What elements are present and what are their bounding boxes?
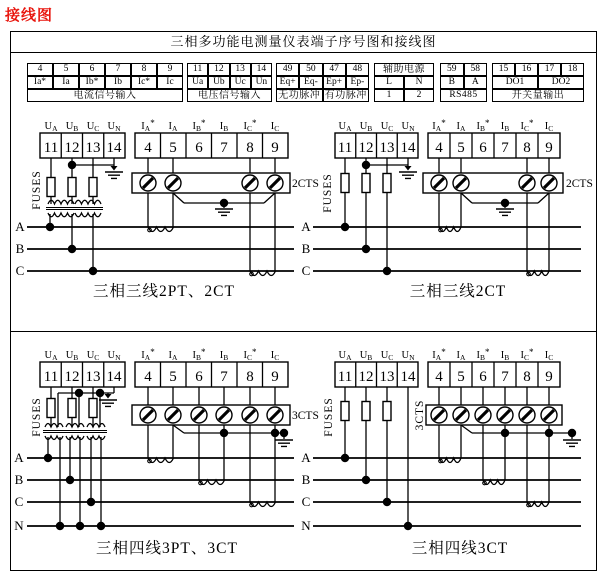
current-terminal-label: IB* bbox=[476, 118, 490, 133]
earth-icon bbox=[563, 440, 581, 446]
fuse-icon bbox=[383, 174, 391, 193]
current-terminal-label: IB* bbox=[476, 347, 490, 362]
terminal-number: 4 bbox=[435, 140, 443, 156]
terminal-number: 5 bbox=[169, 140, 177, 156]
current-terminal-label: IC bbox=[544, 121, 554, 133]
fuse-icon bbox=[383, 402, 391, 421]
earth-icon bbox=[111, 166, 118, 171]
voltage-terminal-block bbox=[40, 362, 125, 387]
current-terminal-label: IB* bbox=[192, 118, 206, 133]
current-terminal-block bbox=[135, 362, 288, 387]
current-terminal-block bbox=[428, 362, 560, 387]
fuse-icon bbox=[362, 402, 370, 421]
junction-dot bbox=[341, 454, 349, 462]
cts-label: 3CTS bbox=[292, 410, 319, 422]
diagram-title: 三相多功能电测量仪表端子序号图和接线图 bbox=[11, 32, 596, 53]
junction-dot bbox=[220, 429, 228, 437]
strip-rs485-caption: RS485 bbox=[440, 89, 487, 102]
earth-icon bbox=[275, 440, 293, 446]
screw-terminal-icon bbox=[453, 407, 469, 423]
screw-terminal-icon bbox=[475, 407, 491, 423]
terminal-label: Eq- bbox=[299, 76, 322, 89]
screw-terminal-icon bbox=[242, 175, 258, 191]
bus-label: N bbox=[14, 518, 24, 533]
terminal-number: 11 bbox=[187, 63, 208, 76]
terminal-number: 12 bbox=[64, 369, 80, 385]
diagram-caption: 三相三线2PT、2CT bbox=[93, 283, 235, 300]
terminal-number: 48 bbox=[346, 63, 369, 76]
fuse-icon bbox=[89, 399, 97, 418]
voltage-terminal-label: UN bbox=[107, 350, 121, 362]
current-terminal-label: IC* bbox=[243, 347, 257, 362]
terminal-number: 6 bbox=[479, 369, 487, 385]
current-terminal-label: IA* bbox=[432, 347, 446, 362]
strip-voltage-signal bbox=[187, 63, 272, 102]
voltage-wiring bbox=[341, 158, 417, 271]
junction-dot bbox=[362, 476, 370, 484]
strip-digital-out bbox=[492, 63, 584, 102]
current-terminal-label: IB* bbox=[192, 347, 206, 362]
earth-icon bbox=[105, 394, 112, 399]
terminal-label: N bbox=[404, 76, 434, 89]
voltage-terminal-label: UN bbox=[401, 350, 415, 362]
terminal-label: Ic* bbox=[131, 76, 157, 89]
junction-dot bbox=[75, 389, 83, 397]
fuse-icon bbox=[341, 402, 349, 421]
voltage-wiring bbox=[47, 158, 123, 204]
diagram-3p4w-3pt3ct bbox=[12, 335, 319, 568]
terminal-number: 12 bbox=[358, 140, 374, 156]
terminal-number: 8 bbox=[246, 369, 254, 385]
terminal-number: 5 bbox=[169, 369, 177, 385]
junction-dot bbox=[383, 498, 391, 506]
terminal-label: L bbox=[374, 76, 404, 89]
voltage-wiring bbox=[341, 387, 408, 526]
terminal-number: 18 bbox=[561, 63, 584, 76]
screw-terminal-icon bbox=[541, 175, 557, 191]
bus-label: A bbox=[301, 450, 311, 465]
terminal-number: 7 bbox=[501, 369, 509, 385]
terminal-number: 1 bbox=[374, 89, 404, 102]
strip-rs485 bbox=[440, 63, 487, 102]
strip-current-numbers bbox=[27, 63, 183, 76]
fuses-label: FUSES bbox=[322, 173, 334, 213]
junction-dot bbox=[362, 245, 370, 253]
diagram-caption: 三相三线2CT bbox=[409, 283, 507, 300]
terminal-number: 6 bbox=[479, 140, 487, 156]
terminal-number: 14 bbox=[106, 140, 122, 156]
terminal-number: 11 bbox=[337, 140, 353, 156]
cts-label: 2CTS bbox=[292, 178, 319, 190]
screw-terminal-icon bbox=[165, 175, 181, 191]
terminal-label: Ic bbox=[157, 76, 183, 89]
strip-aux-power bbox=[374, 63, 434, 102]
current-terminal-label: IC bbox=[270, 121, 280, 133]
current-terminal-label: IC* bbox=[243, 118, 257, 133]
page-title: 接线图 bbox=[5, 7, 54, 24]
bus-label: A bbox=[15, 219, 25, 234]
terminal-number: 58 bbox=[464, 63, 488, 76]
current-terminal-label: IA* bbox=[141, 347, 155, 362]
current-terminal-block bbox=[428, 133, 560, 158]
fuse-icon bbox=[47, 178, 55, 197]
fuse-icon bbox=[68, 399, 76, 418]
screw-terminal-icon bbox=[431, 407, 447, 423]
current-terminal-label: IB bbox=[500, 121, 510, 133]
current-terminal-label: IB bbox=[500, 350, 510, 362]
terminal-number: 2 bbox=[404, 89, 434, 102]
screw-terminal-icon bbox=[541, 407, 557, 423]
earth-icon bbox=[99, 400, 117, 406]
junction-dot bbox=[383, 267, 391, 275]
junction-dot bbox=[46, 223, 54, 231]
terminal-number: 13 bbox=[85, 140, 101, 156]
current-terminal-label: IA bbox=[456, 350, 466, 362]
terminal-label: Ep- bbox=[346, 76, 369, 89]
bus-label: C bbox=[15, 263, 25, 278]
terminal-number: 11 bbox=[43, 140, 59, 156]
pt-transformer-icon bbox=[43, 424, 107, 527]
terminal-number: 17 bbox=[538, 63, 561, 76]
voltage-terminal-label: UB bbox=[359, 121, 373, 133]
fuses-label: FUSES bbox=[323, 397, 335, 437]
terminal-number: 5 bbox=[457, 140, 465, 156]
current-terminal-label: IA bbox=[456, 121, 466, 133]
current-terminal-label: IA bbox=[168, 350, 178, 362]
screw-terminal-icon bbox=[242, 407, 258, 423]
terminal-group-label: DO2 bbox=[538, 76, 584, 89]
strip-voltage-caption: 电压信号输入 bbox=[187, 89, 272, 102]
voltage-terminal-label: UN bbox=[401, 121, 415, 133]
diagram-3p4w-3ct bbox=[300, 335, 590, 568]
bus-label: C bbox=[301, 263, 311, 278]
junction-dot bbox=[76, 522, 84, 530]
junction-dot bbox=[545, 429, 553, 437]
strip-current-caption: 电流信号输入 bbox=[27, 89, 183, 102]
terminal-label: Ub bbox=[208, 76, 229, 89]
terminal-number: 9 bbox=[157, 63, 183, 76]
screw-termin al-icon bbox=[519, 407, 535, 423]
terminal-number: 13 bbox=[85, 369, 101, 385]
terminal-number: 12 bbox=[64, 140, 80, 156]
terminal-number: 7 bbox=[501, 140, 509, 156]
screw-terminal-icon bbox=[140, 175, 156, 191]
current-wiring bbox=[426, 387, 581, 507]
diagram-caption: 三相四线3CT bbox=[411, 540, 509, 557]
voltage-terminal-block bbox=[335, 133, 418, 158]
junction-dot bbox=[341, 223, 349, 231]
junction-dot bbox=[362, 161, 370, 169]
junction-dot bbox=[56, 522, 64, 530]
terminal-label: Ua bbox=[187, 76, 208, 89]
fuse-icon bbox=[68, 178, 76, 197]
current-terminal-label: IC* bbox=[520, 347, 534, 362]
terminal-number: 9 bbox=[545, 140, 553, 156]
half-divider-line bbox=[10, 331, 597, 332]
bus-label: A bbox=[301, 219, 311, 234]
terminal-number: 4 bbox=[27, 63, 53, 76]
screw-terminal-icon bbox=[267, 175, 283, 191]
junction-dot bbox=[271, 429, 279, 437]
strip-aux-title: 辅助电源 bbox=[374, 63, 434, 76]
fuse-icon bbox=[362, 174, 370, 193]
voltage-terminal-label: UC bbox=[380, 121, 394, 133]
bus-label: A bbox=[14, 450, 24, 465]
current-terminal-label: IA bbox=[168, 121, 178, 133]
bus-label: B bbox=[301, 241, 311, 256]
voltage-terminal-label: UB bbox=[359, 350, 373, 362]
bus-lines bbox=[15, 219, 294, 278]
bus-label: B bbox=[14, 472, 24, 487]
fuse-icon bbox=[47, 399, 55, 418]
current-terminal-label: IA* bbox=[141, 118, 155, 133]
junction-dot bbox=[44, 454, 52, 462]
terminal-number: 11 bbox=[337, 369, 353, 385]
terminal-number: 59 bbox=[440, 63, 464, 76]
terminal-number: 7 bbox=[105, 63, 131, 76]
earth-icon bbox=[105, 172, 123, 178]
fuses-label: FUSES bbox=[31, 170, 43, 210]
diagram-caption: 三相四线3PT、3CT bbox=[96, 540, 238, 557]
terminal-group-label: DO1 bbox=[492, 76, 538, 89]
strip-current-labels bbox=[27, 76, 183, 89]
fuse-icon bbox=[89, 178, 97, 197]
bus-label: C bbox=[301, 494, 311, 509]
strip-pulse-caption-active: 有功脉冲 bbox=[323, 89, 370, 102]
terminal-number: 15 bbox=[492, 63, 515, 76]
terminal-number: 6 bbox=[195, 140, 203, 156]
current-terminal-label: IC bbox=[544, 350, 554, 362]
current-wiring bbox=[132, 158, 290, 276]
cts-label: 2CTS bbox=[566, 178, 593, 190]
voltage-terminal-label: UA bbox=[44, 350, 58, 362]
terminal-number: 6 bbox=[79, 63, 105, 76]
terminal-number: 11 bbox=[43, 369, 59, 385]
earth-icon bbox=[215, 209, 233, 215]
terminal-number: 14 bbox=[400, 369, 416, 385]
voltage-terminal-label: UB bbox=[65, 350, 79, 362]
screw-terminal-icon bbox=[267, 407, 283, 423]
voltage-wiring bbox=[47, 387, 117, 427]
terminal-label: Uc bbox=[230, 76, 251, 89]
screw-terminal-icon bbox=[453, 175, 469, 191]
screw-terminal-icon bbox=[191, 407, 207, 423]
voltage-terminal-label: UC bbox=[86, 121, 100, 133]
screw-terminal-icon bbox=[431, 175, 447, 191]
earth-icon bbox=[405, 166, 412, 171]
voltage-terminal-block bbox=[40, 133, 125, 158]
junction-dot bbox=[97, 522, 105, 530]
earth-icon bbox=[496, 209, 514, 215]
junction-dot bbox=[89, 267, 97, 275]
screw-terminal-icon bbox=[497, 407, 513, 423]
terminal-label: A bbox=[464, 76, 488, 89]
junction-dot bbox=[68, 161, 76, 169]
terminal-label: Ep+ bbox=[323, 76, 346, 89]
bus-label: B bbox=[15, 241, 25, 256]
cts-label: 3CTS bbox=[414, 399, 426, 431]
current-terminal-label: IC bbox=[270, 350, 280, 362]
voltage-terminal-label: UA bbox=[44, 121, 58, 133]
current-terminal-label: IC* bbox=[520, 118, 534, 133]
junction-dot bbox=[501, 429, 509, 437]
current-terminal-label: IB bbox=[219, 121, 229, 133]
terminal-number: 9 bbox=[271, 369, 279, 385]
pt-transformer-icon bbox=[46, 200, 103, 271]
terminal-number: 4 bbox=[144, 140, 152, 156]
fuses-label: FUSES bbox=[31, 397, 43, 437]
terminal-number: 49 bbox=[276, 63, 299, 76]
voltage-terminal-label: UC bbox=[86, 350, 100, 362]
terminal-number: 4 bbox=[144, 369, 152, 385]
terminal-number: 47 bbox=[323, 63, 346, 76]
terminal-number: 8 bbox=[131, 63, 157, 76]
terminal-number: 6 bbox=[195, 369, 203, 385]
diagram-3p3w-2ct bbox=[300, 115, 593, 330]
screw-terminal-icon bbox=[519, 175, 535, 191]
terminal-number: 8 bbox=[523, 140, 531, 156]
voltage-terminal-label: UA bbox=[338, 121, 352, 133]
bus-label: C bbox=[14, 494, 24, 509]
junction-dot bbox=[66, 476, 74, 484]
terminal-number: 5 bbox=[53, 63, 79, 76]
screw-terminal-icon bbox=[165, 407, 181, 423]
strip-dout-caption: 开关量输出 bbox=[492, 89, 584, 102]
terminal-label: Ia bbox=[53, 76, 79, 89]
current-terminal-label: IA* bbox=[432, 118, 446, 133]
bus-label: N bbox=[301, 518, 311, 533]
junction-dot bbox=[96, 389, 104, 397]
voltage-terminal-label: UN bbox=[107, 121, 121, 133]
strip-current-signal bbox=[27, 63, 183, 102]
current-terminal-block bbox=[135, 133, 288, 158]
terminal-number: 5 bbox=[457, 369, 465, 385]
terminal-number: 9 bbox=[545, 369, 553, 385]
bus-label: B bbox=[301, 472, 311, 487]
current-wiring bbox=[423, 158, 563, 276]
terminal-number: 14 bbox=[400, 140, 416, 156]
terminal-label: B bbox=[440, 76, 464, 89]
terminal-number: 12 bbox=[358, 369, 374, 385]
voltage-terminal-label: UC bbox=[380, 350, 394, 362]
voltage-terminal-label: UA bbox=[338, 350, 352, 362]
bus-lines bbox=[14, 450, 294, 533]
terminal-number: 9 bbox=[271, 140, 279, 156]
terminal-number: 12 bbox=[208, 63, 229, 76]
strip-pulse-caption-reactive: 无功脉冲 bbox=[276, 89, 323, 102]
terminal-label: Un bbox=[251, 76, 272, 89]
junction-dot bbox=[404, 522, 412, 530]
terminal-number: 7 bbox=[220, 369, 228, 385]
terminal-label: Ib* bbox=[79, 76, 105, 89]
terminal-label: Ib bbox=[105, 76, 131, 89]
strip-energy-pulse bbox=[276, 63, 369, 102]
terminal-number: 13 bbox=[379, 369, 395, 385]
terminal-number: 16 bbox=[515, 63, 538, 76]
terminal-number: 14 bbox=[251, 63, 272, 76]
terminal-label: Ia* bbox=[27, 76, 53, 89]
terminal-number: 50 bbox=[299, 63, 322, 76]
terminal-number: 13 bbox=[379, 140, 395, 156]
terminal-number: 14 bbox=[106, 369, 122, 385]
terminal-number: 8 bbox=[523, 369, 531, 385]
terminal-number: 8 bbox=[246, 140, 254, 156]
terminal-label: Eq+ bbox=[276, 76, 299, 89]
terminal-number: 4 bbox=[435, 369, 443, 385]
terminal-number: 13 bbox=[230, 63, 251, 76]
diagram-3p3w-2pt2ct bbox=[12, 115, 319, 330]
voltage-terminal-label: UB bbox=[65, 121, 79, 133]
junction-dot bbox=[87, 498, 95, 506]
screw-terminal-icon bbox=[140, 407, 156, 423]
fuse-icon bbox=[341, 174, 349, 193]
voltage-terminal-block bbox=[335, 362, 418, 387]
earth-icon bbox=[399, 172, 417, 178]
junction-dot bbox=[68, 245, 76, 253]
terminal-number: 7 bbox=[220, 140, 228, 156]
screw-terminal-icon bbox=[216, 407, 232, 423]
current-terminal-label: IB bbox=[219, 350, 229, 362]
current-wiring bbox=[132, 387, 293, 507]
